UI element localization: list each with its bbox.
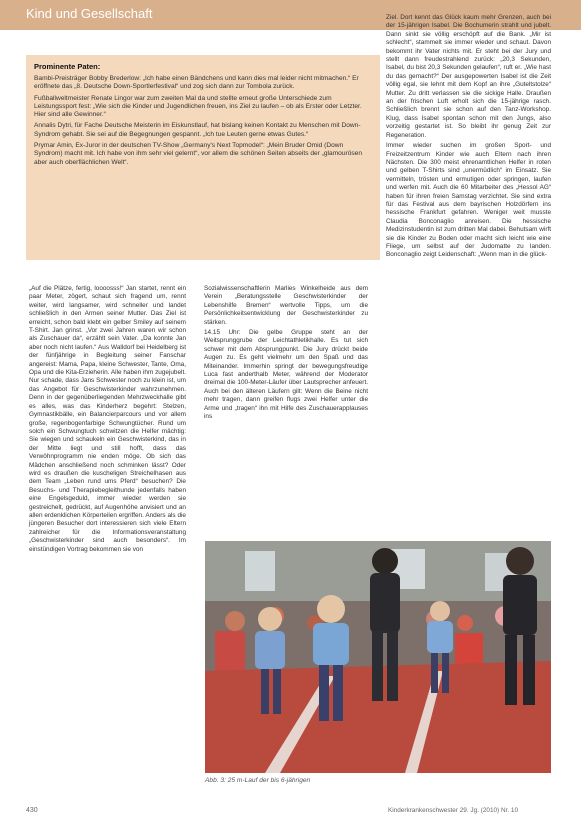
section-title: Kind und Gesellschaft: [26, 6, 153, 21]
photo-caption: Abb. 3: 25 m-Lauf der bis 6-jährigen: [205, 777, 311, 784]
box-heading: Prominente Paten:: [34, 62, 101, 71]
article-column-2: [204, 285, 368, 424]
prominent-patrons-box: [26, 55, 380, 260]
paragraph: Ziel. Dort kennt das Glück kaum mehr Grenzen, auch bei der 15-jährigen Isabel. Die Bochumerin strahlt und jubelt. Dann sinkt sie völlig erschöpft auf die Bank. „Mir ist schlecht“, stammelt sie immer wieder und schaut. Davon bekommt ihr Vater nichts mit. Er steht bei der Jury und stellt dann freudestrahlend zurück: „20,3 Sekunden, Isabel, du bist 20,3 Sekunden gelaufen“, ruft er. „Wie hast du das gemacht?“ Der ausgepowerten Isabel ist die Zeit völlig egal, sie lehnt mit dem Kopf an ihre „Guteltstolze“ Mutter. Zu dritt verlassen sie die sickige Halle. Draußen an der frischen Luft erholt sich die 15-jährige rasch. Schließlich brennt sie schon auf den Tanz-Workshop. Klug, dass Isabel spontan schon mit den Jungs, also vorzeitig gestartet ist. So bleibt ihr genug Zeit zur Regeneration.: [386, 14, 551, 139]
page-number: 430: [26, 807, 38, 814]
box-paragraph: Annalis Dytri, für Fache Deutsche Meisterin im Eiskunstlauf, hat bislang keinen Kontakt zu Menschen mit Down-Syndrom gehabt. Sie sei auf die Begegnungen gespannt. „Ich tue Leuten gerne etwas Gutes.“: [34, 122, 361, 138]
paragraph: Immer wieder suchen im großen Sport- und Freizeitzentrum Kinder wie auch Eltern nach ihren Nächsten. Die 300 meist ehrenamtlichen Helfer in roten und gelben T-Shirts sind „unermüdlich“ im Einsatz. Sie vermitteln, trösten und ermutigen oder springen, laufen und werfen mit. Auch die 60 Mitarbeiter des „Hessol AG“ haben für ihren freien Samstag verzichtet. Sie sind extra für das Festival aus dem bayrischen Holzdörfern ins hessische Frankfurt gefahren. Weniger weit musste Claudia Bonconaglio anreisen. Die hessische Medizinstudentin ist zum dritten Mal dabei. Behutsam wirft sie die Kinder zu Boden oder macht sich leicht wie eine Fliege, um selbst auf der Judomatte zu landen. Bonconaglio zeigt Leidenschaft: „Wenn man in die glück-: [386, 142, 551, 259]
running-race-photo: [205, 541, 551, 773]
journal-footer: Kinderkrankenschwester 29. Jg. (2010) Nr. 10: [388, 807, 519, 814]
paragraph: 14.15 Uhr: Die gelbe Gruppe steht an der Weitsprunggrube der Leichtathletikhalle. Es tut sich schwer mit dem Absprungpunkt. Die Jury drückt beide Augen zu. Es geht vielmehr um den Spaß und das Miteinander. Immerhin springt der bewegungsfreudige Luca fast anderthalb Meter, während der Moderator dreimal die 100-Meter-Läufer über Lautsprecher anfeuert. Auch bei den älteren Läufern gilt: Wenn die Beine nicht mehr tragen, dann greifen flugs zwei Helfer unter die Arme und „tragen“ ihn mit Hilfe des Zuschauerapplauses ins: [204, 329, 368, 421]
article-column-1: [29, 285, 186, 556]
box-body: [34, 75, 372, 170]
paragraph: Sozialwissenschaftlerin Marlies Winkelheide aus dem Verein „Beratungsstelle Geschwisterkinder der Lebenshilfe Bremen“ wertvolle Tipps, um die Persönlichkeitsentwicklung der Geschwisterkinder zu stärken.: [204, 285, 368, 326]
box-paragraph: Prymar Amin, Ex-Juror in der deutschen TV-Show „Germany's Next Topmodel“: „Mein Bruder Omid (Down Syndrom) macht mit. Ich habe von ihm sehr viel gelernt“, vor allem die schönen Seiten abseits der „glamourösen aber auch oberflächlichen Welt“.: [34, 142, 363, 166]
box-paragraph: Bambi-Preisträger Bobby Brederlow: „Ich habe einen Bändchens und kann dies mal leider nicht mitmachen.“ Er eröffnete das „8. Deutsche Down-Sportlerfestival“ und zog sich dann zur Tombola zurück.: [34, 75, 359, 91]
article-column-3: [386, 14, 551, 262]
paragraph: „Auf die Plätze, fertig, loooosss!“ Jan startet, rennt ein paar Meter, zögert, schaut sich fragend um, rennt weiter, wird langsamer, wird schneller und landet schließlich in den Armen seiner Mutter. Das Ziel ist erreicht, schon bald klebt ein gelber Smiley auf seinem T-Shirt. Jan grinst. „Vor zwei Jahren waren wir schon als Zuschauer da“, erzählt sein Vater. „Da konnte Jan aber noch nicht laufen.“ Aus Walldorf bei Heidelberg ist der fünfjährige in Begleitung seiner Fanschar angereist: Mama, Papa, kleine Schwester, Tante, Oma, Opa und die Kita-Erzieherin. Alle haben ihm zugejubelt. Nur schade, dass Jans Schwester noch zu klein ist, um das Angebot für Geschwisterkinder wahrzunehmen. Denn in der gegenüberliegenden Mehrzweckhalle gibt es alles, was das Kinderherz begehrt: Stelzen, Gymnastikbälle, ein Balancierparcours und vor allem große, regenbogenfarbige Schwungtücher. Rund um solch ein Schwungtuch schwitzen die Helfer mächtig: Sie wiegen und schaukeln ein Geschwisterkind, das in der Mitte liegt und still hofft, dass das Verwöhnprogramm nie enden möge. Ob sich das Mädchen anschließend noch schminken lässt? Oder wird es draußen die kuscheligen Streichelhasen aus dem Team „Leben rund ums Pferd“ besuchen? Die Besuchs- und Therapiebegleithunde jedenfalls haben eine Engelsgeduld, immer wieder werden sie gestreichelt, gedrückt, auf Augenhöhe anvisiert und an allen erdenklichen Körperteilen ergriffen. Anders als die jüngeren Besucher dort interessieren sich viele Eltern zahlreicher für die Informationsveranstaltung „Geschwisterkinder sind auch besonders“. Im einstündigen Vortrag bekommen sie von: [29, 285, 186, 553]
box-paragraph: Fußballweltmeister Renate Lingor war zum zweiten Mal da und stellte erneut große Unterschiede zum Leistungssport fest: „Wie sich die Kinder und Jugendlichen freuen, ins Ziel zu laufen – ob als Erster oder Letzter. Hier sind alle Gewinner.“: [34, 94, 362, 119]
